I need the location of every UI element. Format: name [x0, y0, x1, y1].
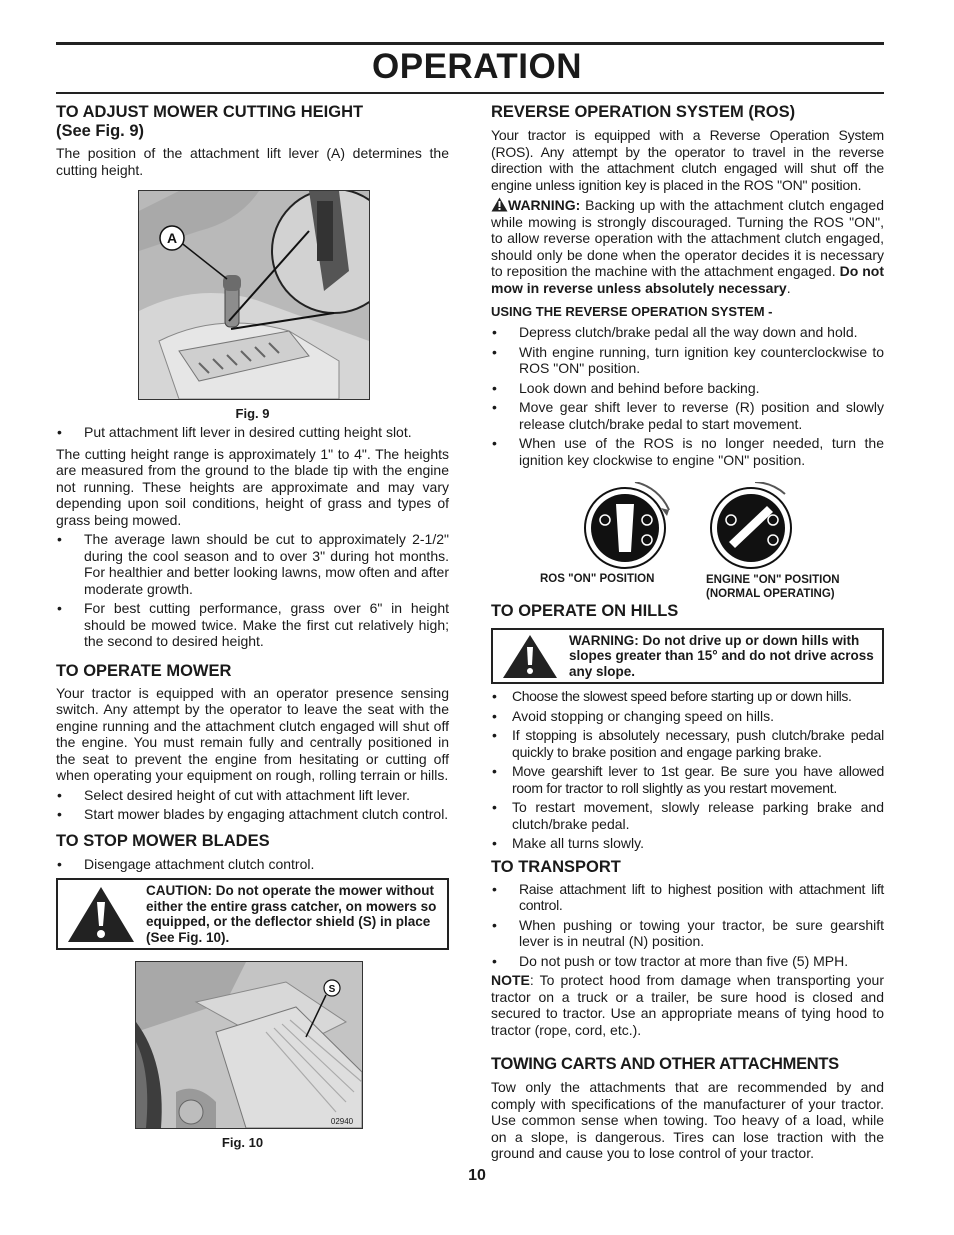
cutting-height-bullets-1 — [56, 424, 449, 441]
cutting-height-heading-line1: TO ADJUST MOWER CUTTING HEIGHT — [56, 103, 364, 121]
ros-paragraph: Your tractor is equipped with a Reverse Operation System (ROS). Any attempt by the operator to travel in the reverse direction with the attachment clutch engaged will shut off the engine unless ignition key is placed in the ROS "ON" position. — [491, 127, 884, 193]
cutting-height-heading-line2: (See Fig. 9) — [56, 122, 145, 140]
list-item: • When pushing or towing your tractor, be sure gearshift lever is in neutral (N) position. — [491, 917, 884, 950]
warning-triangle-icon — [491, 197, 508, 212]
transport-heading: TO TRANSPORT — [491, 857, 621, 876]
transport-note-label: NOTE — [491, 972, 530, 988]
ros-warning-text: Backing up with the attachment clutch engaged while mowing is strongly discouraged. Turning the ROS "ON", to allow reverse operation with the attachment clutch engaged, should only be done when the operator decides it is necessary to reposition the machine with the attachment engaged. — [491, 197, 884, 279]
list-item: • Look down and behind before backing. — [491, 380, 884, 397]
caution-text: CAUTION: Do not operate the mower without either the entire grass catcher, on mowers so equipped, or the deflector shield (S) in place (See Fig. 10). — [146, 883, 437, 945]
fig9-caption: Fig. 9 — [235, 406, 270, 421]
towing-paragraph: Tow only the attachments that are recommended by and comply with specifications of the manufacturer of your tractor. Use common sense when towing. Too heavy of a load, while on a slope, is dangerous. Tires can lose traction with the ground and cause you to lose control of your tractor. — [491, 1079, 884, 1161]
page-title: OPERATION — [372, 47, 582, 86]
list-item: • Disengage attachment clutch control. — [56, 856, 449, 873]
list-item: • Move gear shift lever to reverse (R) position and slowly release clutch/brake pedal to start movement. — [491, 399, 884, 432]
stop-blades-bullets — [56, 856, 449, 873]
hills-heading: TO OPERATE ON HILLS — [491, 602, 679, 620]
engine-caption-line1: ENGINE "ON" POSITION — [706, 574, 840, 586]
cutting-height-intro: The position of the attachment lift lever (A) determines the cutting height. — [56, 145, 449, 178]
engine-caption-line2: (NORMAL OPERATING) — [706, 588, 835, 600]
hills-bullets — [491, 688, 884, 852]
operate-mower-paragraph: Your tractor is equipped with an operator presence sensing switch. Any attempt by the operator to leave the seat with the engine running and the attachment clutch engaged will shut off the engine. You must remain fully and centrally positioned in the seat to prevent the engine from hesitating or cutting off when operating your equipment on rough, rolling terrain or hills. — [56, 684, 449, 783]
ros-heading: REVERSE OPERATION SYSTEM (ROS) — [491, 103, 796, 121]
list-item: • Put attachment lift lever in desired cutting height slot. — [56, 424, 449, 441]
ros-warning — [491, 197, 884, 296]
operate-mower-bullets — [56, 787, 449, 823]
caution-box — [56, 878, 449, 950]
list-item: • Depress clutch/brake pedal all the way down and hold. — [491, 324, 884, 341]
right-column — [491, 103, 884, 1162]
hills-warning-box — [491, 628, 884, 684]
list-item: • Do not push or tow tractor at more than five (5) MPH. — [491, 953, 884, 970]
cutting-height-heading — [56, 103, 449, 141]
transport-note-text: : To protect hood from damage when transporting your tractor on a truck or a trailer, be sure hood is closed and secured to tractor. Use an appropriate means of tying hood to tractor (rope, cord, etc.). — [491, 972, 884, 1038]
warning-triangle-icon — [66, 884, 136, 944]
ignition-switch-icons — [491, 482, 884, 578]
list-item: • Raise attachment lift to highest position with attachment lift control. — [491, 881, 884, 914]
list-item: • The average lawn should be cut to approximately 2-1/2" during the cool season and to over 3" during hot months. For healthier and better looking lawns, mow often and after moderate growth. — [56, 531, 449, 597]
ros-on-position-caption: ROS "ON" POSITION — [540, 573, 655, 585]
list-item: • If stopping is absolutely necessary, push clutch/brake pedal quickly to brake position and engage parking brake. — [491, 727, 884, 760]
lift-lever-illustration — [139, 191, 369, 399]
fig9-marker-a: A — [166, 230, 178, 246]
transport-bullets — [491, 881, 884, 970]
list-item: • When use of the ROS is no longer needed, turn the ignition key clockwise to engine "ON" position. — [491, 435, 884, 468]
figure-10 — [135, 961, 363, 1129]
list-item: • Move gearshift lever to 1st gear. Be sure you have allowed room for tractor to roll slightly as you restart movement. — [491, 763, 884, 796]
transport-note — [491, 972, 884, 1038]
engine-on-position-caption — [706, 573, 840, 601]
list-item: • Select desired height of cut with attachment lift lever. — [56, 787, 449, 804]
operate-mower-heading: TO OPERATE MOWER — [56, 661, 232, 680]
list-item: • With engine running, turn ignition key counterclockwise to ROS "ON" position. — [491, 344, 884, 377]
figure-9 — [138, 190, 370, 400]
fig10-code: 02940 — [330, 1117, 354, 1126]
ros-warning-label: WARNING: — [508, 197, 581, 213]
engine-ignition-switch — [711, 482, 791, 568]
page-number: 10 — [468, 1167, 486, 1184]
list-item: • For best cutting performance, grass over 6" in height should be mowed twice. Make the first cut relatively high; the second to desired height. — [56, 600, 449, 650]
hills-warning-text: WARNING: Do not drive up or down hills with slopes greater than 15° and do not drive across any slope. — [569, 632, 874, 679]
list-item: • Start mower blades by engaging attachment clutch control. — [56, 806, 449, 823]
list-item: • To restart movement, slowly release parking brake and clutch/brake pedal. — [491, 799, 884, 832]
list-item: • Avoid stopping or changing speed on hills. — [491, 708, 884, 725]
towing-heading: TOWING CARTS AND OTHER ATTACHMENTS — [491, 1055, 839, 1073]
ros-bullets — [491, 324, 884, 468]
fig10-marker-s: S — [328, 984, 336, 995]
ros-ignition-switch — [585, 482, 669, 568]
warning-triangle-icon — [501, 632, 559, 680]
ros-warning-end: . — [786, 279, 791, 296]
cutting-height-paragraph: The cutting height range is approximately 1" to 4". The heights are measured from the ground to the blade tip with the engine not running. These heights are approximate and may vary depending upon soil conditions, height of grass and types of grass being mowed. — [56, 445, 449, 528]
list-item: • Make all turns slowly. — [491, 835, 884, 852]
ignition-diagrams — [491, 482, 884, 606]
using-ros-heading: USING THE REVERSE OPERATION SYSTEM - — [491, 304, 773, 319]
fig10-caption: Fig. 10 — [221, 1135, 264, 1150]
header-rule-bottom — [56, 92, 884, 94]
deflector-shield-illustration — [136, 962, 362, 1128]
cutting-height-bullets-2 — [56, 531, 449, 650]
stop-blades-heading: TO STOP MOWER BLADES — [56, 831, 270, 850]
list-item: • Choose the slowest speed before starting up or down hills. — [491, 688, 884, 705]
header-rule-top — [56, 42, 884, 45]
ros-warning-bold: Do not mow in reverse unless absolutely necessary — [491, 263, 884, 296]
left-column — [56, 103, 449, 1151]
